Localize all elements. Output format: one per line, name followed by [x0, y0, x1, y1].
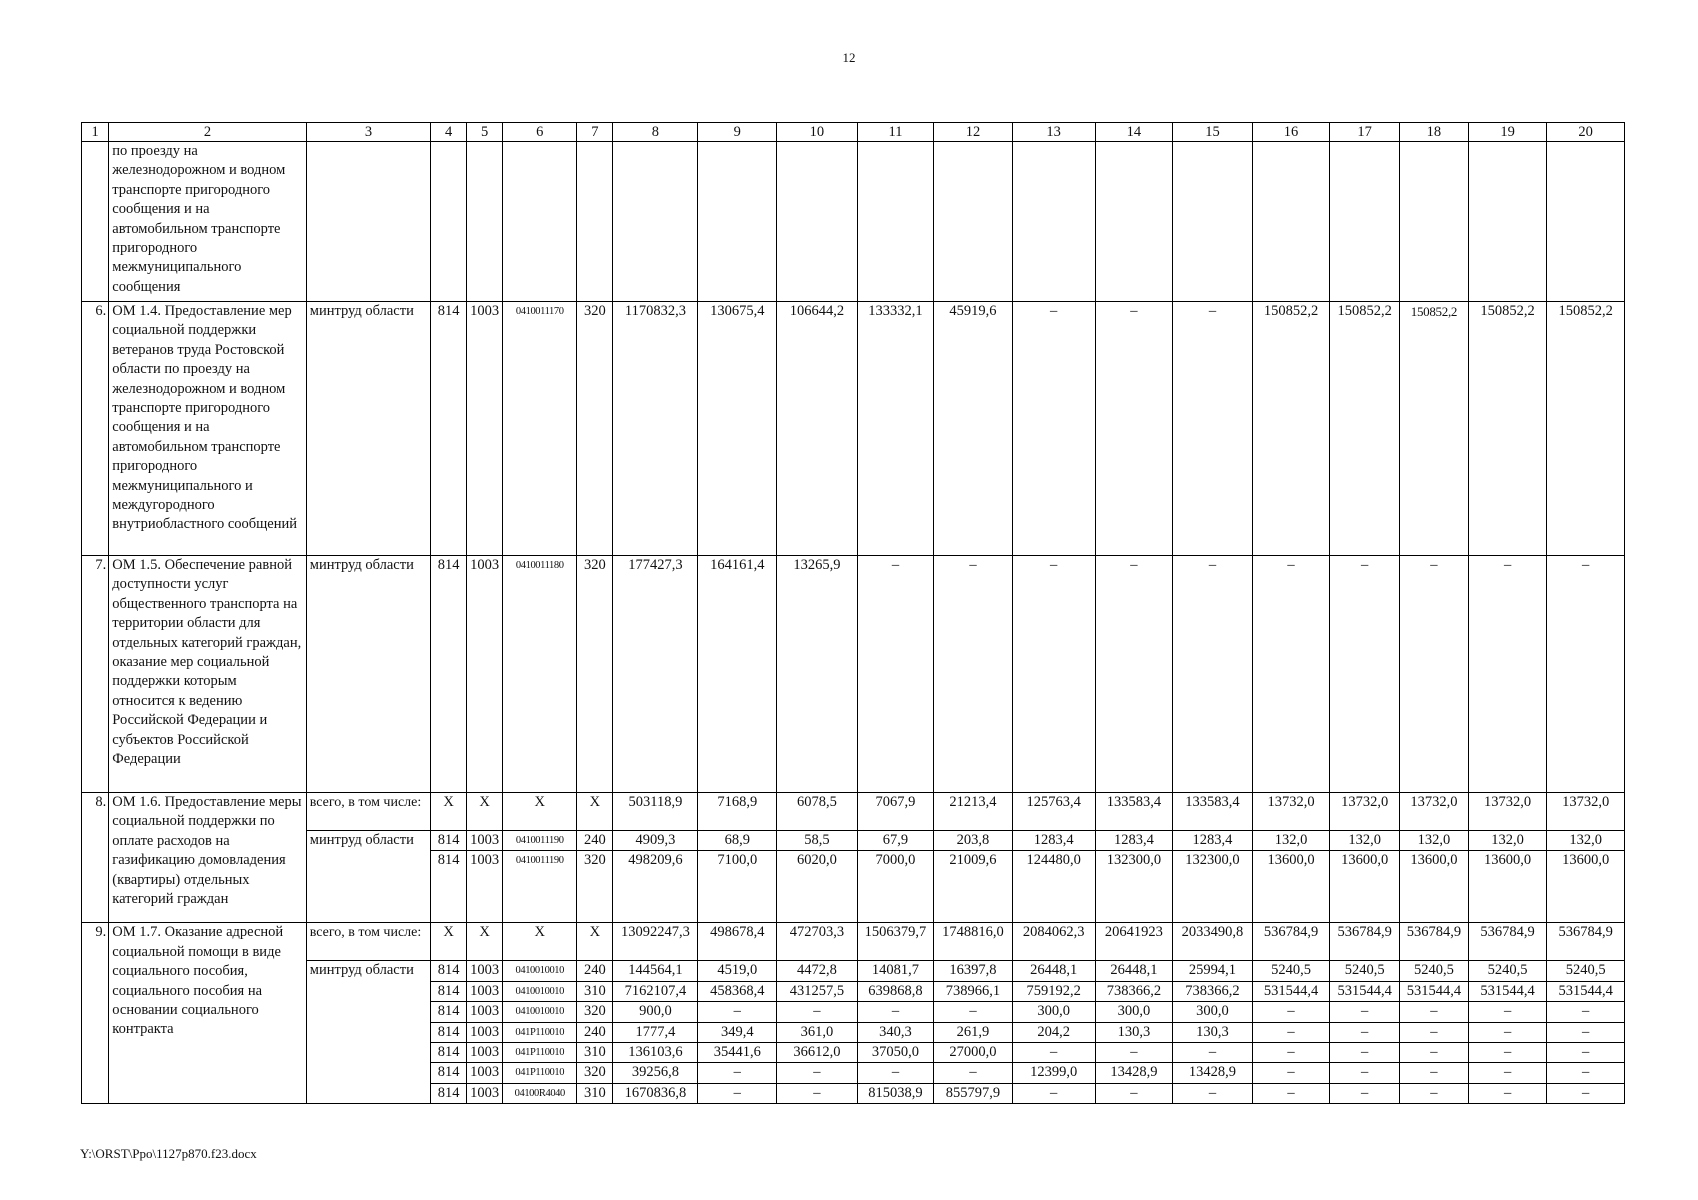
table-cell: 498678,4 [698, 923, 777, 961]
table-cell: 261,9 [934, 1022, 1013, 1042]
column-number: 15 [1173, 123, 1253, 142]
table-cell [1330, 142, 1400, 302]
table-cell: 814 [431, 1002, 467, 1022]
footer-file-path: Y:\ORST\Ppo\1127p870.f23.docx [80, 1146, 257, 1161]
table-cell: – [1252, 1002, 1329, 1022]
table-cell: 310 [577, 981, 613, 1001]
table-cell: – [777, 1083, 858, 1103]
table-cell: 133583,4 [1173, 793, 1253, 831]
total-label: всего, в том числе: [306, 923, 430, 961]
table-cell: 536784,9 [1400, 923, 1469, 961]
table-cell: – [1547, 1063, 1625, 1083]
table-cell [777, 142, 858, 302]
table-cell: – [1547, 1002, 1625, 1022]
table-cell: 04100R4040 [503, 1083, 577, 1103]
table-cell: – [1547, 1083, 1625, 1103]
column-number: 3 [306, 123, 430, 142]
table-cell: 45919,6 [934, 302, 1013, 556]
table-cell: минтруд области [306, 302, 430, 556]
table-cell: 7162107,4 [613, 981, 698, 1001]
table-cell [613, 142, 698, 302]
budget-table [81, 122, 1625, 1104]
table-cell: – [934, 1002, 1013, 1022]
table-cell: 150852,2 [1400, 302, 1469, 556]
table-cell: ОМ 1.5. Обеспечение равной доступности услуг общественного транспорта на территории области для отдельных категорий граждан, оказание мер социальной поддержки которым относится к ведению Российской Федерации и субъектов Российской Федерации [109, 556, 307, 793]
table-cell [503, 142, 577, 302]
table-cell [857, 142, 933, 302]
table-cell: X [431, 793, 467, 831]
column-number: 2 [109, 123, 307, 142]
table-cell: – [698, 1002, 777, 1022]
table-cell: 536784,9 [1468, 923, 1547, 961]
table-cell: 041P110010 [503, 1022, 577, 1042]
table-cell: X [431, 923, 467, 961]
row-number: 9. [82, 923, 109, 1104]
table-cell: 150852,2 [1547, 302, 1625, 556]
table-cell: 13732,0 [1400, 793, 1469, 831]
table-cell: 37050,0 [857, 1043, 933, 1063]
table-cell: 5240,5 [1400, 961, 1469, 981]
table-cell: – [1095, 556, 1172, 793]
executor: минтруд области [306, 831, 430, 923]
table-cell: 431257,5 [777, 981, 858, 1001]
table-cell: – [1173, 556, 1253, 793]
table-cell: 13600,0 [1468, 851, 1547, 923]
column-number: 14 [1095, 123, 1172, 142]
table-cell: 132,0 [1400, 831, 1469, 851]
table-cell: 27000,0 [934, 1043, 1013, 1063]
table-cell: – [1400, 1063, 1469, 1083]
table-row [82, 923, 1625, 961]
table-cell: 1283,4 [1012, 831, 1095, 851]
table-cell: 041P110010 [503, 1063, 577, 1083]
table-cell: – [1330, 556, 1400, 793]
table-cell: 21213,4 [934, 793, 1013, 831]
table-cell: 2033490,8 [1173, 923, 1253, 961]
table-cell: 16397,8 [934, 961, 1013, 981]
table-cell [1468, 142, 1547, 302]
table-cell: 13732,0 [1252, 793, 1329, 831]
table-cell: 310 [577, 1083, 613, 1103]
table-cell: 814 [431, 556, 467, 793]
table-cell: X [577, 793, 613, 831]
table-cell: 0410010010 [503, 981, 577, 1001]
table-cell: 814 [431, 1043, 467, 1063]
table-cell: X [577, 923, 613, 961]
table-cell: 6020,0 [777, 851, 858, 923]
table-cell: 340,3 [857, 1022, 933, 1042]
table-cell: 320 [577, 1002, 613, 1022]
table-cell: 531544,4 [1547, 981, 1625, 1001]
table-cell [1547, 142, 1625, 302]
table-cell: – [1252, 1063, 1329, 1083]
table-cell: – [934, 1063, 1013, 1083]
table-cell: 4909,3 [613, 831, 698, 851]
table-cell: 814 [431, 961, 467, 981]
table-cell: 7000,0 [857, 851, 933, 923]
table-cell: – [857, 1002, 933, 1022]
column-number: 17 [1330, 123, 1400, 142]
column-number: 18 [1400, 123, 1469, 142]
table-cell: – [1468, 1022, 1547, 1042]
table-cell: – [1330, 1083, 1400, 1103]
table-cell: 531544,4 [1468, 981, 1547, 1001]
table-cell: 320 [577, 851, 613, 923]
table-cell: – [1252, 1043, 1329, 1063]
table-cell: – [1547, 1043, 1625, 1063]
table-cell: 1003 [467, 1002, 503, 1022]
table-cell: 0410011190 [503, 851, 577, 923]
table-cell [1012, 142, 1095, 302]
table-cell: 1670836,8 [613, 1083, 698, 1103]
table-cell: – [1095, 302, 1172, 556]
table-cell: 1003 [467, 1022, 503, 1042]
table-cell: 4519,0 [698, 961, 777, 981]
table-cell: 13600,0 [1252, 851, 1329, 923]
table-cell [306, 142, 430, 302]
table-cell: 132,0 [1547, 831, 1625, 851]
table-cell: X [503, 793, 577, 831]
table-cell: 177427,3 [613, 556, 698, 793]
column-number: 16 [1252, 123, 1329, 142]
table-cell: ОМ 1.4. Предоставление мер социальной поддержки ветеранов труда Ростовской области по проезду на железнодорожном и водном транспорте пригородного сообщения и на автомобильном транспорте пригородного межмуниципального и междугородного внутриобластного сообщений [109, 302, 307, 556]
table-cell: 13732,0 [1330, 793, 1400, 831]
table-cell: 150852,2 [1252, 302, 1329, 556]
table-row [82, 142, 1625, 302]
total-label: всего, в том числе: [306, 793, 430, 831]
table-cell: – [1547, 1022, 1625, 1042]
table-cell: 13428,9 [1173, 1063, 1253, 1083]
table-cell: – [777, 1063, 858, 1083]
table-cell: 349,4 [698, 1022, 777, 1042]
table-cell: 814 [431, 1022, 467, 1042]
table-cell: 531544,4 [1330, 981, 1400, 1001]
table-row [82, 831, 1625, 851]
table-cell: 759192,2 [1012, 981, 1095, 1001]
table-cell [1173, 142, 1253, 302]
column-number: 4 [431, 123, 467, 142]
executor: минтруд области [306, 961, 430, 1104]
table-cell: 814 [431, 302, 467, 556]
table-cell: 1777,4 [613, 1022, 698, 1042]
table-cell: 132300,0 [1095, 851, 1172, 923]
column-number: 1 [82, 123, 109, 142]
table-cell: 2084062,3 [1012, 923, 1095, 961]
table-cell: 150852,2 [1330, 302, 1400, 556]
table-cell: 536784,9 [1330, 923, 1400, 961]
table-cell: 1003 [467, 1043, 503, 1063]
table-cell: 132,0 [1252, 831, 1329, 851]
table-cell: 815038,9 [857, 1083, 933, 1103]
table-cell: 814 [431, 981, 467, 1001]
table-cell: – [1095, 1043, 1172, 1063]
table-cell: 1003 [467, 556, 503, 793]
table-cell: 133332,1 [857, 302, 933, 556]
table-cell: 0410011180 [503, 556, 577, 793]
table-cell: 6. [82, 302, 109, 556]
column-number: 19 [1468, 123, 1547, 142]
table-cell: 67,9 [857, 831, 933, 851]
table-cell: – [698, 1083, 777, 1103]
table-cell: 20641923 [1095, 923, 1172, 961]
table-cell: 458368,4 [698, 981, 777, 1001]
column-number: 6 [503, 123, 577, 142]
table-cell: 21009,6 [934, 851, 1013, 923]
table-cell: 26448,1 [1012, 961, 1095, 981]
table-cell: – [1252, 1022, 1329, 1042]
table-cell: 1748816,0 [934, 923, 1013, 961]
table-cell [1252, 142, 1329, 302]
table-cell: – [1330, 1002, 1400, 1022]
table-cell: 25994,1 [1173, 961, 1253, 981]
table-cell: 1170832,3 [613, 302, 698, 556]
table-cell: 503118,9 [613, 793, 698, 831]
table-cell: 58,5 [777, 831, 858, 851]
table-cell: 300,0 [1095, 1002, 1172, 1022]
table-cell: – [1095, 1083, 1172, 1103]
table-cell: – [698, 1063, 777, 1083]
table-cell: 320 [577, 302, 613, 556]
table-cell: 536784,9 [1547, 923, 1625, 961]
column-number: 13 [1012, 123, 1095, 142]
table-cell [1400, 142, 1469, 302]
table-cell: 5240,5 [1547, 961, 1625, 981]
table-cell [431, 142, 467, 302]
table-row [82, 793, 1625, 831]
table-cell: – [1468, 1043, 1547, 1063]
table-cell: 35441,6 [698, 1043, 777, 1063]
table-row [82, 302, 1625, 556]
table-cell: – [1173, 302, 1253, 556]
table-cell: 1506379,7 [857, 923, 933, 961]
table-cell: 814 [431, 1063, 467, 1083]
table-cell: 36612,0 [777, 1043, 858, 1063]
table-cell: 300,0 [1173, 1002, 1253, 1022]
table-cell: 164161,4 [698, 556, 777, 793]
table-cell: 6078,5 [777, 793, 858, 831]
table-cell: 132300,0 [1173, 851, 1253, 923]
table-cell: 5240,5 [1330, 961, 1400, 981]
table-cell: 7100,0 [698, 851, 777, 923]
table-cell: 7168,9 [698, 793, 777, 831]
table-cell: 320 [577, 1063, 613, 1083]
table-cell: – [1330, 1063, 1400, 1083]
table-cell: 531544,4 [1252, 981, 1329, 1001]
table-cell: 4472,8 [777, 961, 858, 981]
table-cell: – [1400, 1083, 1469, 1103]
table-cell: 7. [82, 556, 109, 793]
table-cell: 738966,1 [934, 981, 1013, 1001]
table-cell: 855797,9 [934, 1083, 1013, 1103]
table-cell: 738366,2 [1095, 981, 1172, 1001]
table-cell: 13600,0 [1547, 851, 1625, 923]
table-cell: 13600,0 [1400, 851, 1469, 923]
page-number: 12 [842, 50, 856, 65]
column-number: 5 [467, 123, 503, 142]
table-cell: 1003 [467, 831, 503, 851]
table-cell [82, 142, 109, 302]
table-cell [1095, 142, 1172, 302]
table-cell: 26448,1 [1095, 961, 1172, 981]
table-cell: 106644,2 [777, 302, 858, 556]
table-cell: 639868,8 [857, 981, 933, 1001]
table-cell: 204,2 [1012, 1022, 1095, 1042]
table-row [82, 556, 1625, 793]
table-cell: 7067,9 [857, 793, 933, 831]
table-cell: – [1173, 1083, 1253, 1103]
table-cell: 361,0 [777, 1022, 858, 1042]
table-cell: – [1330, 1043, 1400, 1063]
table-cell: – [1400, 1022, 1469, 1042]
table-cell: 14081,7 [857, 961, 933, 981]
table-cell: – [1468, 556, 1547, 793]
table-cell: – [934, 556, 1013, 793]
table-cell: 13428,9 [1095, 1063, 1172, 1083]
measure-name: ОМ 1.6. Предоставление меры социальной поддержки по оплате расходов на газификацию домовладения (квартиры) отдельных категорий граждан [109, 793, 307, 923]
table-cell: 814 [431, 851, 467, 923]
table-cell: X [467, 923, 503, 961]
column-number: 7 [577, 123, 613, 142]
table-cell: 203,8 [934, 831, 1013, 851]
table-cell: 130,3 [1173, 1022, 1253, 1042]
column-number: 10 [777, 123, 858, 142]
table-cell: 900,0 [613, 1002, 698, 1022]
table-cell: 12399,0 [1012, 1063, 1095, 1083]
table-cell: 738366,2 [1173, 981, 1253, 1001]
table-cell: 13600,0 [1330, 851, 1400, 923]
table-cell: 498209,6 [613, 851, 698, 923]
table-cell: 320 [577, 556, 613, 793]
table-cell: 125763,4 [1012, 793, 1095, 831]
table-cell: – [1012, 1043, 1095, 1063]
table-cell: 536784,9 [1252, 923, 1329, 961]
table-row [82, 961, 1625, 981]
table-cell: по проезду на железнодорожном и водном транспорте пригородного сообщения и на автомобильном транспорте пригородного межмуниципального сообщения [109, 142, 307, 302]
table-cell: 531544,4 [1400, 981, 1469, 1001]
table-cell: 0410011170 [503, 302, 577, 556]
table-cell: 1003 [467, 851, 503, 923]
table-cell: 0410010010 [503, 1002, 577, 1022]
table-cell: 124480,0 [1012, 851, 1095, 923]
table-cell: 814 [431, 831, 467, 851]
table-cell: 1003 [467, 1083, 503, 1103]
table-cell [698, 142, 777, 302]
table-cell: – [1400, 1043, 1469, 1063]
table-cell: 310 [577, 1043, 613, 1063]
table-cell: 0410011190 [503, 831, 577, 851]
table-cell: 041P110010 [503, 1043, 577, 1063]
table-cell: 1003 [467, 981, 503, 1001]
column-number: 20 [1547, 123, 1625, 142]
table-cell: 5240,5 [1252, 961, 1329, 981]
table-cell [577, 142, 613, 302]
table-cell: 1283,4 [1173, 831, 1253, 851]
table-cell: 240 [577, 961, 613, 981]
table-cell [934, 142, 1013, 302]
table-cell: – [1252, 556, 1329, 793]
table-cell: – [1330, 1022, 1400, 1042]
table-cell: – [1400, 1002, 1469, 1022]
table-cell: – [1012, 302, 1095, 556]
table-cell: 13732,0 [1547, 793, 1625, 831]
table-cell: 1003 [467, 302, 503, 556]
table-cell: – [1468, 1002, 1547, 1022]
table-cell: 132,0 [1468, 831, 1547, 851]
column-number: 11 [857, 123, 933, 142]
column-number: 8 [613, 123, 698, 142]
table-cell: – [857, 556, 933, 793]
table-cell: – [1252, 1083, 1329, 1103]
table-cell: 5240,5 [1468, 961, 1547, 981]
table-cell: – [1173, 1043, 1253, 1063]
table-cell: 133583,4 [1095, 793, 1172, 831]
table-cell: – [857, 1063, 933, 1083]
table-cell: 136103,6 [613, 1043, 698, 1063]
table-cell: 0410010010 [503, 961, 577, 981]
table-cell: – [777, 1002, 858, 1022]
table-cell: – [1012, 556, 1095, 793]
table-cell: 130675,4 [698, 302, 777, 556]
table-cell: 39256,8 [613, 1063, 698, 1083]
table-cell: 240 [577, 1022, 613, 1042]
table-cell: 1283,4 [1095, 831, 1172, 851]
row-number: 8. [82, 793, 109, 923]
table-cell: 240 [577, 831, 613, 851]
table-cell: 13265,9 [777, 556, 858, 793]
table-cell: 13092247,3 [613, 923, 698, 961]
column-number: 9 [698, 123, 777, 142]
table-cell: 1003 [467, 1063, 503, 1083]
table-cell: 300,0 [1012, 1002, 1095, 1022]
measure-name: ОМ 1.7. Оказание адресной социальной помощи в виде социального пособия, социального пособия на основании социального контракта [109, 923, 307, 1104]
table-cell: 13732,0 [1468, 793, 1547, 831]
table-cell: 1003 [467, 961, 503, 981]
table-cell: 150852,2 [1468, 302, 1547, 556]
column-number-row [82, 123, 1625, 142]
table-cell: – [1400, 556, 1469, 793]
table-cell: X [503, 923, 577, 961]
table-cell: 472703,3 [777, 923, 858, 961]
column-number: 12 [934, 123, 1013, 142]
table-cell: 132,0 [1330, 831, 1400, 851]
table-cell: 814 [431, 1083, 467, 1103]
table-cell: 68,9 [698, 831, 777, 851]
table-cell: 130,3 [1095, 1022, 1172, 1042]
table-cell: – [1468, 1063, 1547, 1083]
table-cell [467, 142, 503, 302]
table-cell: – [1012, 1083, 1095, 1103]
table-cell: – [1468, 1083, 1547, 1103]
table-cell: – [1547, 556, 1625, 793]
table-cell: минтруд области [306, 556, 430, 793]
table-cell: 144564,1 [613, 961, 698, 981]
table-cell: X [467, 793, 503, 831]
